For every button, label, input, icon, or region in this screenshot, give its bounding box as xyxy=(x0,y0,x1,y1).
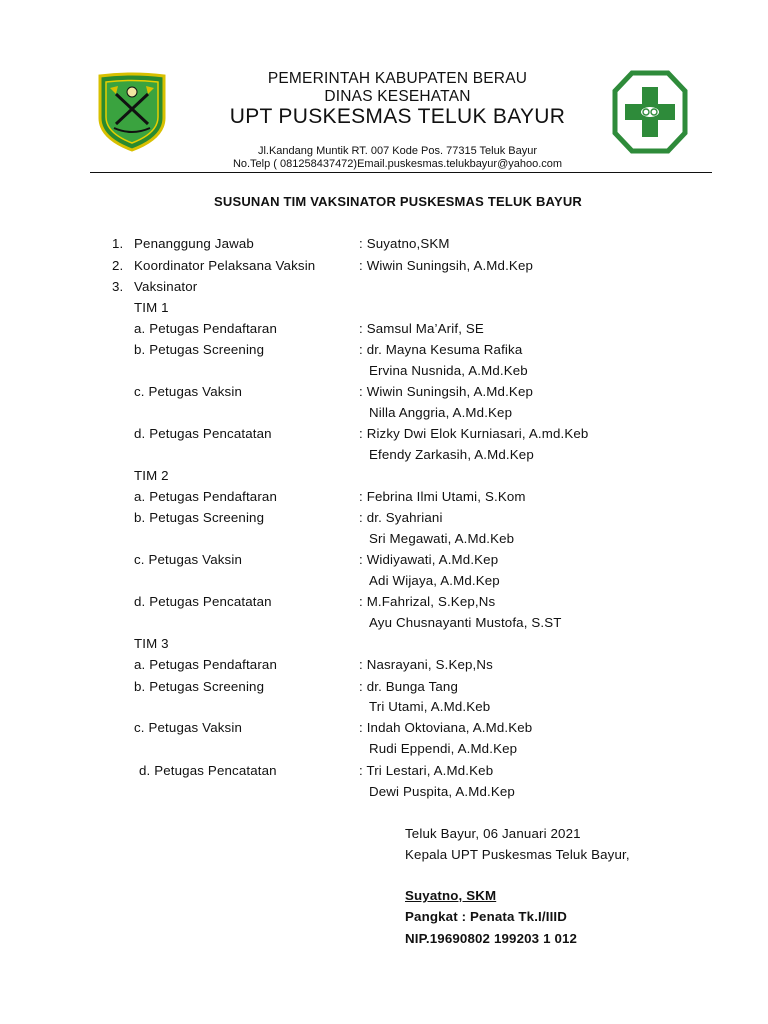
document-title: SUSUNAN TIM VAKSINATOR PUSKESMAS TELUK BAYUR xyxy=(213,194,582,209)
role-label: b. Petugas Screening xyxy=(134,342,265,357)
role-member: Tri Utami, A.Md.Keb xyxy=(369,699,491,714)
signature-place-date: Teluk Bayur, 06 Januari 2021 xyxy=(405,826,581,841)
role-label: a. Petugas Pendaftaran xyxy=(134,489,278,504)
role-label: c. Petugas Vaksin xyxy=(134,720,242,735)
role-member: Ayu Chusnayanti Mustofa, S.ST xyxy=(369,615,562,630)
item-label: Penanggung Jawab xyxy=(134,236,254,251)
role-member: : Samsul Ma’Arif, SE xyxy=(359,321,484,336)
item-value: : Suyatno,SKM xyxy=(359,236,450,251)
role-label: c. Petugas Vaksin xyxy=(134,552,242,567)
role-member: : Rizky Dwi Elok Kurniasari, A.md.Keb xyxy=(359,426,589,441)
role-member: Efendy Zarkasih, A.Md.Kep xyxy=(369,447,534,462)
role-member: : Tri Lestari, A.Md.Keb xyxy=(359,763,494,778)
role-member: : Widiyawati, A.Md.Kep xyxy=(359,552,499,567)
item-label: Koordinator Pelaksana Vaksin xyxy=(134,258,316,273)
header-divider xyxy=(90,172,712,173)
role-member: Sri Megawati, A.Md.Keb xyxy=(369,531,515,546)
header-contact: No.Telp ( 081258437472)Email.puskesmas.telukbayur@yahoo.com xyxy=(232,158,563,170)
role-member: : Nasrayani, S.Kep,Ns xyxy=(359,657,493,672)
role-member: Nilla Anggria, A.Md.Kep xyxy=(369,405,513,420)
team-heading: TIM 2 xyxy=(134,468,169,483)
item-number: 1. xyxy=(112,236,124,251)
header-government-line: PEMERINTAH KABUPATEN BERAU xyxy=(267,70,528,87)
role-label: d. Petugas Pencatatan xyxy=(139,763,277,778)
role-member: Rudi Eppendi, A.Md.Kep xyxy=(369,741,518,756)
puskesmas-cross-icon xyxy=(612,70,688,154)
berau-regency-emblem-icon xyxy=(96,72,168,152)
item-number: 3. xyxy=(112,279,124,294)
role-member: Dewi Puspita, A.Md.Kep xyxy=(369,784,515,799)
role-label: a. Petugas Pendaftaran xyxy=(134,657,278,672)
item-number: 2. xyxy=(112,258,124,273)
role-label: a. Petugas Pendaftaran xyxy=(134,321,278,336)
role-label: b. Petugas Screening xyxy=(134,510,265,525)
team-heading: TIM 3 xyxy=(134,636,169,651)
signature-rank: Pangkat : Penata Tk.I/IIID xyxy=(405,909,568,924)
role-member: : Indah Oktoviana, A.Md.Keb xyxy=(359,720,533,735)
signature-nip: NIP.19690802 199203 1 012 xyxy=(405,931,578,946)
role-member: : dr. Mayna Kesuma Rafika xyxy=(359,342,523,357)
item-label: Vaksinator xyxy=(134,279,198,294)
role-member: : Febrina Ilmi Utami, S.Kom xyxy=(359,489,526,504)
item-value: : Wiwin Suningsih, A.Md.Kep xyxy=(359,258,534,273)
role-member: : dr. Syahriani xyxy=(359,510,443,525)
header-institution-name: UPT PUSKESMAS TELUK BAYUR xyxy=(229,105,566,128)
role-member: Ervina Nusnida, A.Md.Keb xyxy=(369,363,528,378)
signature-name: Suyatno, SKM xyxy=(405,888,497,903)
role-member: : dr. Bunga Tang xyxy=(359,679,459,694)
signature-position: Kepala UPT Puskesmas Teluk Bayur, xyxy=(405,847,630,862)
role-label: d. Petugas Pencatatan xyxy=(134,426,272,441)
header-department-line: DINAS KESEHATAN xyxy=(324,88,471,105)
team-heading: TIM 1 xyxy=(134,300,169,315)
role-label: b. Petugas Screening xyxy=(134,679,265,694)
role-label: c. Petugas Vaksin xyxy=(134,384,242,399)
role-label: d. Petugas Pencatatan xyxy=(134,594,272,609)
role-member: Adi Wijaya, A.Md.Kep xyxy=(369,573,500,588)
header-address: Jl.Kandang Muntik RT. 007 Kode Pos. 77315 Teluk Bayur xyxy=(257,145,538,157)
role-member: : M.Fahrizal, S.Kep,Ns xyxy=(359,594,496,609)
role-member: : Wiwin Suningsih, A.Md.Kep xyxy=(359,384,534,399)
